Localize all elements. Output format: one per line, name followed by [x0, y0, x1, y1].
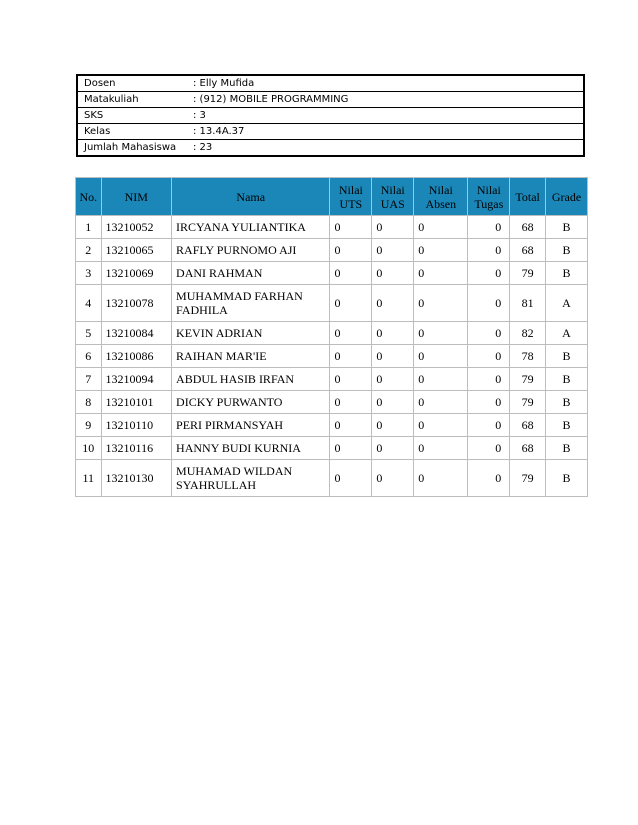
cell-uts: 0: [330, 391, 372, 414]
cell-uas: 0: [372, 322, 414, 345]
cell-no: 1: [76, 216, 102, 239]
cell-nim: 13210110: [101, 414, 172, 437]
cell-nama-line: SYAHRULLAH: [176, 478, 257, 492]
cell-no: 9: [76, 414, 102, 437]
cell-nim: 13210101: [101, 391, 172, 414]
cell-nama-line: ABDUL HASIB IRFAN: [176, 372, 295, 386]
cell-no: 8: [76, 391, 102, 414]
cell-uts: 0: [330, 345, 372, 368]
cell-grade: B: [546, 391, 588, 414]
header-nilai-uts: [330, 178, 372, 216]
header-nilai-uas-line1: Nilai: [380, 182, 405, 197]
cell-nama: [172, 460, 330, 497]
course-info-body: [77, 75, 584, 156]
info-row: [77, 92, 584, 108]
cell-uts: 0: [330, 262, 372, 285]
cell-grade: B: [546, 368, 588, 391]
cell-grade: B: [546, 437, 588, 460]
cell-total: 79: [510, 262, 546, 285]
cell-uts: 0: [330, 239, 372, 262]
cell-no: 10: [76, 437, 102, 460]
cell-nama: [172, 239, 330, 262]
cell-tugas: 0: [468, 368, 510, 391]
cell-nama-line: MUHAMAD WILDAN: [176, 464, 293, 478]
cell-nim: 13210130: [101, 460, 172, 497]
cell-absen: 0: [414, 345, 468, 368]
header-nama: Nama: [172, 178, 330, 216]
header-nilai-uas: [372, 178, 414, 216]
header-nilai-uas-line2: UAS: [380, 196, 405, 211]
cell-absen: 0: [414, 239, 468, 262]
grades-table: [75, 177, 588, 497]
cell-absen: 0: [414, 414, 468, 437]
cell-uts: 0: [330, 322, 372, 345]
cell-uas: 0: [372, 414, 414, 437]
cell-nama-line: RAFLY PURNOMO AJI: [176, 243, 297, 257]
info-label: Dosen: [77, 75, 187, 92]
cell-tugas: 0: [468, 414, 510, 437]
grades-body: [76, 216, 588, 497]
cell-nama-line: DICKY PURWANTO: [176, 395, 283, 409]
cell-absen: 0: [414, 285, 468, 322]
table-row: [76, 414, 588, 437]
header-no: No.: [76, 178, 102, 216]
cell-grade: A: [546, 322, 588, 345]
cell-grade: B: [546, 345, 588, 368]
info-label: SKS: [77, 108, 187, 124]
cell-uas: 0: [372, 345, 414, 368]
cell-tugas: 0: [468, 216, 510, 239]
cell-uas: 0: [372, 460, 414, 497]
cell-uts: 0: [330, 437, 372, 460]
cell-nama-line: IRCYANA YULIANTIKA: [176, 220, 306, 234]
cell-grade: B: [546, 262, 588, 285]
cell-nim: 13210069: [101, 262, 172, 285]
cell-absen: 0: [414, 391, 468, 414]
info-value: : 23: [193, 141, 213, 153]
cell-nim: 13210086: [101, 345, 172, 368]
cell-uas: 0: [372, 216, 414, 239]
cell-total: 82: [510, 322, 546, 345]
cell-nama: [172, 322, 330, 345]
cell-tugas: 0: [468, 285, 510, 322]
info-value: : Elly Mufida: [187, 75, 584, 92]
cell-grade: B: [546, 216, 588, 239]
cell-nama-line: RAIHAN MAR'IE: [176, 349, 267, 363]
cell-uas: 0: [372, 391, 414, 414]
cell-uas: 0: [372, 239, 414, 262]
table-row: [76, 262, 588, 285]
cell-absen: 0: [414, 437, 468, 460]
cell-tugas: 0: [468, 345, 510, 368]
cell-nama: [172, 262, 330, 285]
cell-uas: 0: [372, 368, 414, 391]
cell-nama-line: DANI RAHMAN: [176, 266, 263, 280]
cell-absen: 0: [414, 262, 468, 285]
info-row: [77, 75, 584, 92]
cell-no: 11: [76, 460, 102, 497]
cell-total: 79: [510, 368, 546, 391]
cell-total: 79: [510, 460, 546, 497]
cell-tugas: 0: [468, 391, 510, 414]
cell-total: 68: [510, 239, 546, 262]
cell-nama: [172, 216, 330, 239]
header-total: Total: [510, 178, 546, 216]
cell-nim: 13210116: [101, 437, 172, 460]
cell-grade: A: [546, 285, 588, 322]
cell-total: 81: [510, 285, 546, 322]
table-row: [76, 391, 588, 414]
header-nilai-tugas-line1: Nilai: [476, 182, 501, 197]
cell-total: 68: [510, 437, 546, 460]
cell-uts: 0: [330, 460, 372, 497]
info-label: Jumlah Mahasiswa: [84, 141, 177, 153]
cell-grade: B: [546, 239, 588, 262]
cell-absen: 0: [414, 216, 468, 239]
cell-uas: 0: [372, 262, 414, 285]
header-nilai-uts-line1: Nilai: [338, 182, 363, 197]
table-row: [76, 460, 588, 497]
cell-tugas: 0: [468, 460, 510, 497]
cell-nim: 13210065: [101, 239, 172, 262]
table-row: [76, 322, 588, 345]
cell-grade: B: [546, 414, 588, 437]
cell-no: 3: [76, 262, 102, 285]
info-value: : (912) MOBILE PROGRAMMING: [187, 92, 584, 108]
cell-absen: 0: [414, 368, 468, 391]
cell-nama: [172, 414, 330, 437]
cell-nama: [172, 368, 330, 391]
cell-tugas: 0: [468, 262, 510, 285]
header-nilai-absen-line2: Absen: [425, 196, 457, 211]
cell-uas: 0: [372, 285, 414, 322]
cell-no: 5: [76, 322, 102, 345]
table-row: [76, 368, 588, 391]
info-value: : 13.4A.37: [187, 124, 584, 140]
table-row: [76, 345, 588, 368]
grades-header-row: [76, 178, 588, 216]
cell-uts: 0: [330, 368, 372, 391]
cell-nama: [172, 345, 330, 368]
info-label: Kelas: [77, 124, 187, 140]
cell-total: 78: [510, 345, 546, 368]
cell-nim: 13210094: [101, 368, 172, 391]
info-value: : 3: [187, 108, 584, 124]
cell-no: 6: [76, 345, 102, 368]
cell-nama-line: PERI PIRMANSYAH: [176, 418, 284, 432]
header-nilai-absen: [414, 178, 468, 216]
cell-no: 4: [76, 285, 102, 322]
info-row: [77, 108, 584, 124]
header-nilai-absen-line1: Nilai: [428, 182, 453, 197]
cell-nama: [172, 391, 330, 414]
cell-tugas: 0: [468, 239, 510, 262]
cell-nama-line: MUHAMMAD FARHAN: [176, 289, 303, 303]
cell-uts: 0: [330, 414, 372, 437]
cell-nama-line: HANNY BUDI KURNIA: [176, 441, 301, 455]
header-nilai-tugas-line2: Tugas: [474, 196, 504, 211]
table-row: [76, 239, 588, 262]
header-nilai-uts-line2: UTS: [339, 196, 363, 211]
table-row: [76, 437, 588, 460]
cell-nama: [172, 437, 330, 460]
cell-uts: 0: [330, 285, 372, 322]
info-label: Matakuliah: [77, 92, 187, 108]
header-nim: NIM: [101, 178, 172, 216]
cell-nama-line: FADHILA: [176, 303, 228, 317]
table-row: [76, 216, 588, 239]
cell-no: 7: [76, 368, 102, 391]
cell-nama-line: KEVIN ADRIAN: [176, 326, 263, 340]
cell-uts: 0: [330, 216, 372, 239]
cell-total: 79: [510, 391, 546, 414]
cell-total: 68: [510, 414, 546, 437]
cell-total: 68: [510, 216, 546, 239]
cell-absen: 0: [414, 460, 468, 497]
info-row: [77, 124, 584, 140]
course-info-table: [76, 74, 585, 157]
cell-nama: [172, 285, 330, 322]
cell-no: 2: [76, 239, 102, 262]
cell-uas: 0: [372, 437, 414, 460]
table-row: [76, 285, 588, 322]
header-grade: Grade: [546, 178, 588, 216]
info-row: [77, 140, 584, 157]
cell-nim: 13210052: [101, 216, 172, 239]
header-nilai-tugas: [468, 178, 510, 216]
cell-tugas: 0: [468, 322, 510, 345]
cell-tugas: 0: [468, 437, 510, 460]
cell-nim: 13210078: [101, 285, 172, 322]
cell-absen: 0: [414, 322, 468, 345]
cell-nim: 13210084: [101, 322, 172, 345]
cell-grade: B: [546, 460, 588, 497]
